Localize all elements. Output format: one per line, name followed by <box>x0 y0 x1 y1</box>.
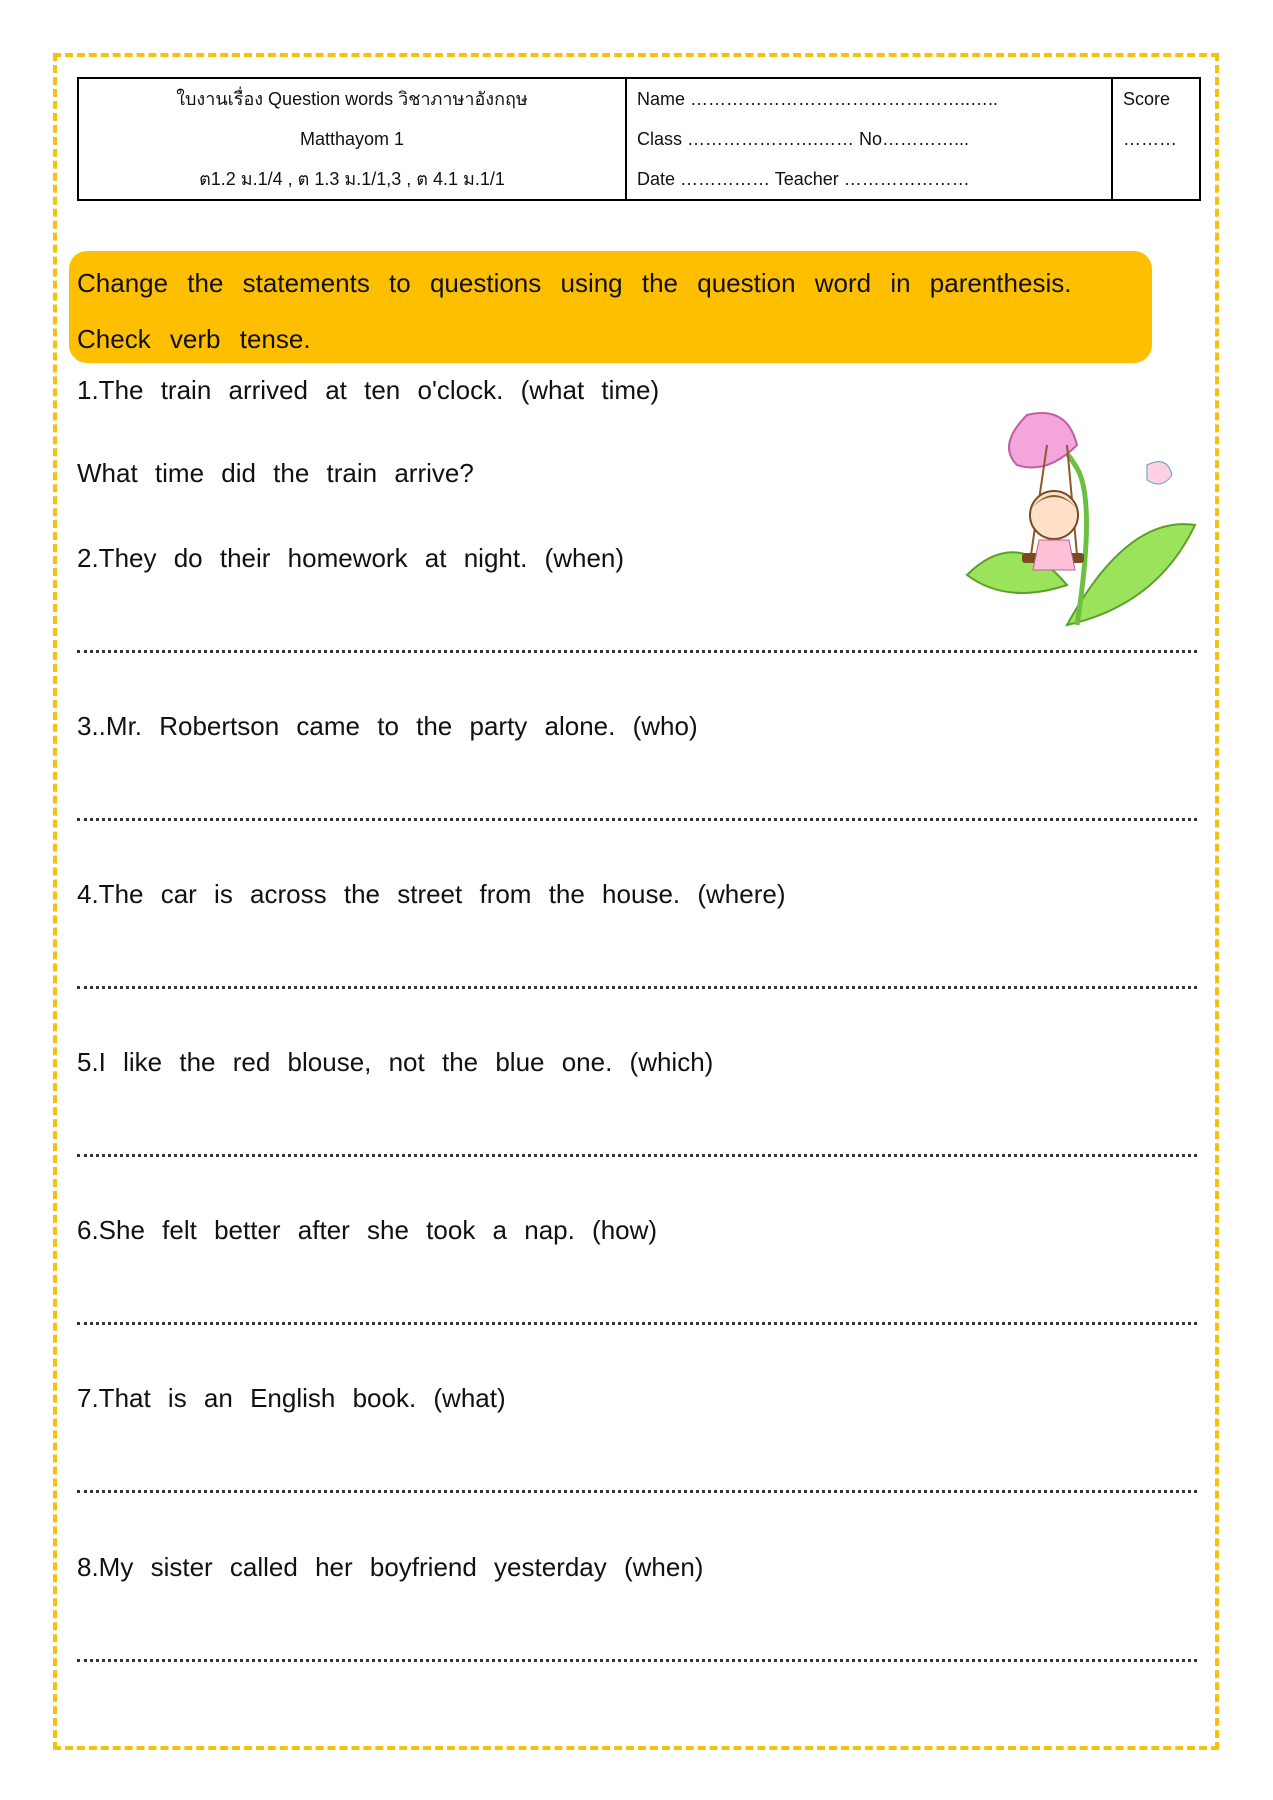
score-label: Score <box>1123 89 1171 109</box>
answer-line-5[interactable] <box>77 1154 1197 1157</box>
name-field[interactable]: Name ………………………………………..….. <box>637 89 999 109</box>
question-4: 4.The car is across the street from the house. (where) <box>77 879 786 909</box>
answer-1: What time did the train arrive? <box>77 458 474 488</box>
question-1: 1.The train arrived at ten o'clock. (what time) <box>77 375 660 405</box>
girl-on-swing-illustration <box>927 405 1199 637</box>
answer-line-3[interactable] <box>77 818 1197 821</box>
question-6: 6.She felt better after she took a nap. (how) <box>77 1215 658 1245</box>
student-info-cell <box>627 79 1113 199</box>
title-cell <box>79 79 627 199</box>
answer-line-4[interactable] <box>77 986 1197 989</box>
score-cell <box>1113 79 1199 199</box>
answer-line-2[interactable] <box>77 650 1197 653</box>
question-5: 5.I like the red blouse, not the blue one. (which) <box>77 1047 714 1077</box>
question-2: 2.They do their homework at night. (when) <box>77 543 625 573</box>
date-field[interactable]: Date …………… Teacher ………………… <box>637 169 970 189</box>
worksheet-title: ใบงานเรื่อง Question words วิชาภาษาอังกฤษ <box>176 89 528 109</box>
score-value[interactable]: ……… <box>1123 129 1177 149</box>
instruction-line-1: Change the statements to questions using the question word in parenthesis. <box>77 268 1072 298</box>
instruction-banner <box>69 251 1152 363</box>
standards: ต1.2 ม.1/4 , ต 1.3 ม.1/1,3 , ต 4.1 ม.1/1 <box>199 169 505 189</box>
class-field[interactable]: Class ………………….…… No…………... <box>637 129 970 149</box>
answer-line-8[interactable] <box>77 1659 1197 1662</box>
answer-line-6[interactable] <box>77 1322 1197 1325</box>
question-8: 8.My sister called her boyfriend yesterday (when) <box>77 1552 704 1582</box>
instruction-line-2: Check verb tense. <box>77 324 311 354</box>
answer-line-7[interactable] <box>77 1490 1197 1493</box>
level: Matthayom 1 <box>299 129 405 149</box>
header-table <box>77 77 1201 201</box>
question-7: 7.That is an English book. (what) <box>77 1383 506 1413</box>
question-3: 3..Mr. Robertson came to the party alone. (who) <box>77 711 698 741</box>
